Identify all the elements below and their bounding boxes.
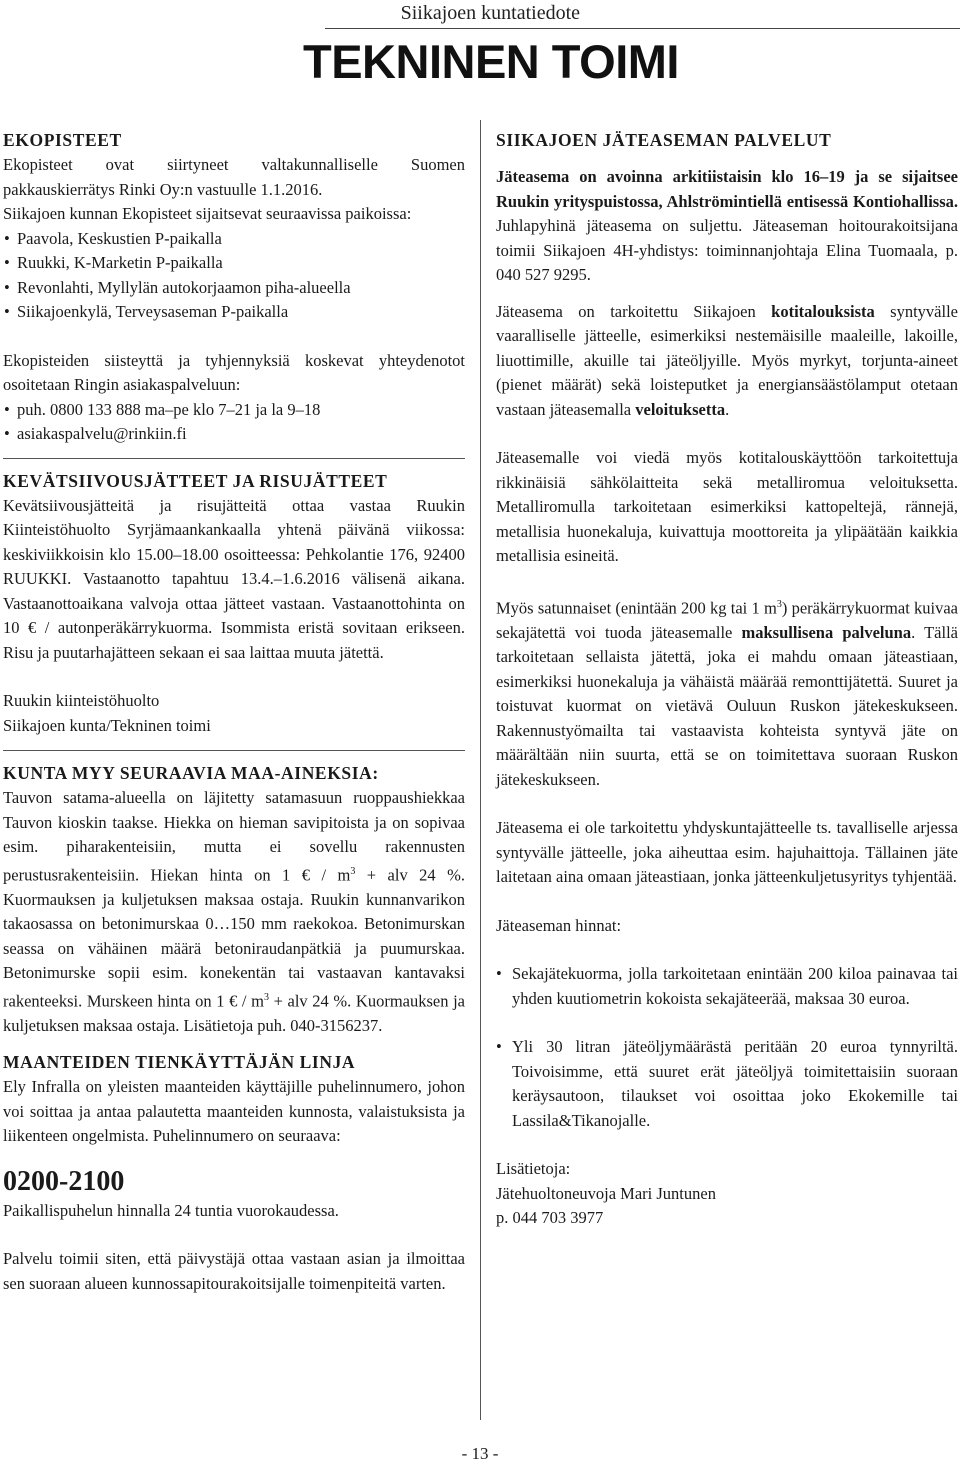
paragraph: Ekopisteiden siisteyttä ja tyhjennyksiä koskevat yhteydenotot osoitetaan Ringin asiakaspalveluun: (3, 350, 465, 394)
list-item: • Yli 30 litran jäteöljymäärästä peritään 20 euroa tynnyriltä. Toivoisimme, että suuret erät jäteöljyä toimitettaisiin suoraan keräysautoon, tilaukset voi osoittaa joko Ekokemille tai Lassila&Tikanojalle. (496, 1035, 958, 1133)
right-column (496, 128, 958, 1231)
paragraph: Jäteasemalle voi viedä myös kotitalouskäyttöön tarkoitettuja rikkinäisiä sähkölaitteita sekä metalliromua veloituksetta. Metalliromulla tarkoitetaan esimerkiksi kattopeltejä, rännejä, metallisia huonekaluja, kuivattuja moottoreita ja ylipäätään kaikkia metallisia esineitä. (496, 448, 958, 565)
list-item: • Sekajätekuorma, jolla tarkoitetaan enintään 200 kiloa painavaa tai yhden kuutiometrin kokoista sekajäteerää, maksaa 30 euroa. (496, 962, 958, 1011)
price-list (496, 962, 958, 1133)
paragraph: Ekopisteet ovat siirtyneet valtakunnalliselle Suomen pakkauskierrätys Rinki Oy:n vastuulle 1.1.2016. (3, 155, 465, 199)
email-link[interactable]: • asiakaspalvelu@rinkiin.fi (3, 422, 465, 447)
paragraph: Jäteasema on avoinna arkitiistaisin klo 16–19 ja se sijaitsee Ruukin yrityspuistossa, Ahlströmintiellä entisessä Kontiohallissa. Juhlapyhinä jäteasema on suljettu. Jäteaseman hoitourakoitsijana toimii Siikajoen 4H-yhdistys: toiminnanjohtaja Elina Tuomaala, p. 040 527 9295. (496, 167, 958, 284)
info-phone: p. 044 703 3977 (496, 1208, 604, 1227)
paragraph: Jäteasema ei ole tarkoitettu yhdyskuntajätteelle ts. tavalliselle arjessa syntyvälle jätteelle, joka aiheuttaa esim. hajuhaittoja. Tällainen jäte laitetaan aina omaan jäteastiaan, jonka jätteenkuljetusyritys tyhjentää. (496, 818, 958, 886)
section-heading: SIIKAJOEN JÄTEASEMAN PALVELUT (496, 130, 832, 150)
paragraph: Kevätsiivousjätteitä ja risujätteitä ottaa vastaa Ruukin Kiinteistöhuolto Syrjämaankankaalla yhtenä päivänä viikossa: keskiviikkoisin klo 15.00–18.00 osoitteessa: Pehkolantie 176, 92400 RUUKKI. Vastaanotto tapahtuu 13.4.–1.6.2016 välisenä aikana. Vastaanottoaikana valvoja ottaa jätteet vastaan. Vastaanottohinta on 10 € / autonperäkärrykuorma. Isommista eristä sovitaan erikseen. Risu ja puutarhajätteen sekaan ei saa laittaa muuta jätettä. (3, 495, 465, 662)
section-divider (3, 750, 465, 751)
publication-name: Siikajoen kuntatiedote (400, 2, 580, 24)
hotline-number: 0200-2100 (3, 1165, 125, 1197)
page-title: TEKNINEN TOIMI (303, 35, 679, 88)
paragraph: Jäteasema on tarkoitettu Siikajoen kotitalouksista syntyvälle vaaralliselle jätteelle, esimerkiksi nestemäisille maaleille, lakoille, liuottimille, akuille tai jäteöljyille. Myös myrkyt, torjunta-aineet (pienet määrät) sekä loisteputket ja energiansäästölamput otetaan vastaan jäteasemalla veloituksetta. (496, 301, 958, 419)
list-item: • Siikajoenkylä, Terveysaseman P-paikalla (3, 300, 465, 325)
info-label: Lisätietoja: (496, 1159, 571, 1178)
list-item: • Paavola, Keskustien P-paikalla (3, 227, 465, 252)
signature-line: Siikajoen kunta/Tekninen toimi (3, 715, 211, 735)
ekopiste-list (3, 227, 465, 325)
section-maa-ainekset (3, 761, 465, 1038)
header-rule (325, 28, 960, 29)
paragraph: Palvelu toimii siten, että päivystäjä ottaa vastaan asian ja ilmoittaa sen suoraan alueen kunnossapitourakoitsijalle toimenpiteitä varten. (3, 1249, 465, 1293)
prices-heading: Jäteaseman hinnat: (496, 915, 622, 935)
info-name: Jätehuoltoneuvoja Mari Juntunen (496, 1183, 716, 1203)
section-tienkayttajan-linja (3, 1050, 465, 1296)
section-ekopisteet (3, 128, 465, 447)
section-kevatsiivous (3, 469, 465, 739)
list-item: • Revonlahti, Myllylän autokorjaamon piha-alueella (3, 276, 465, 301)
contact-list (3, 398, 465, 447)
signature-line: Ruukin kiinteistöhuolto (3, 691, 160, 710)
section-heading: EKOPISTEET (3, 130, 122, 150)
section-divider (3, 458, 465, 459)
section-heading: KEVÄTSIIVOUSJÄTTEET JA RISUJÄTTEET (3, 470, 388, 491)
column-divider (480, 120, 481, 1420)
section-heading: MAANTEIDEN TIENKÄYTTÄJÄN LINJA (3, 1052, 356, 1072)
left-column (3, 128, 465, 1296)
paragraph: Myös satunnaiset (enintään 200 kg tai 1 $m^3$) peräkärrykuormat kuivaa sekajätettä voi tuoda jäteasemalle maksullisena palveluna. Tällä tarkoitetaan sellaista jätettä, joka ei mahdu omaan jäteastiaan, esimerkiksi huonekaluja ja vähäistä määrää remonttijätettä. Suuret ja toistuvat kuormat on vietävä Ouluun Ruskon jätekeskukseen. Rakennustyömailta tai vastaavista kohteista syntyvä jäte on määrältään niin suurta, että se on toimitettava suoraan Ruskon jätekeskukseen. (496, 598, 959, 789)
paragraph: Ely Infralla on yleisten maanteiden käyttäjille puhelinnumero, johon voi soittaa ja antaa palautetta maanteiden kunnosta, valaistuksista ja liikenteen ongelmista. Puhelinnumero on seuraava: (3, 1077, 465, 1145)
paragraph: Siikajoen kunnan Ekopisteet sijaitsevat seuraavissa paikoissa: (3, 204, 412, 223)
paragraph: Tauvon satama-alueella on läjitetty satamasuun ruoppaushiekkaa Tauvon kioskin taakse. Hiekka on hieman savipitoista ja on sopivaa esim. piharakenteisiin, mutta ei sovellu rakennusten perustusrakenteisiin. Hiekan hinta on 1 € / $m^3$ + alv 24 %. Kuormauksen ja kuljetuksen maksaa ostaja. Ruukin kunnanvarikon takaosassa on betonimurskaa 0…150 mm raekokoa. Betonimurskan seassa on vähäinen määrä betoniraudanpätkiä ja puumurskaa. Betonimurske sopii esim. konekentän tai vastaavan kantavaksi rakenteeksi. Murskeen hinta on 1 € / $m^3$ + alv 24 %. Kuormauksen ja kuljetuksen maksaa ostaja. Lisätietoja puh. 040-3156237. (3, 788, 465, 1035)
list-item: • Ruukki, K-Marketin P-paikalla (3, 251, 465, 276)
phone-item: • puh. 0800 133 888 ma–pe klo 7–21 ja la 9–18 (3, 398, 465, 423)
page-number: - 13 - (461, 1444, 499, 1463)
paragraph: Paikallispuhelun hinnalla 24 tuntia vuorokaudessa. (3, 1200, 339, 1220)
section-heading: KUNTA MYY SEURAAVIA MAA-AINEKSIA: (3, 763, 379, 783)
